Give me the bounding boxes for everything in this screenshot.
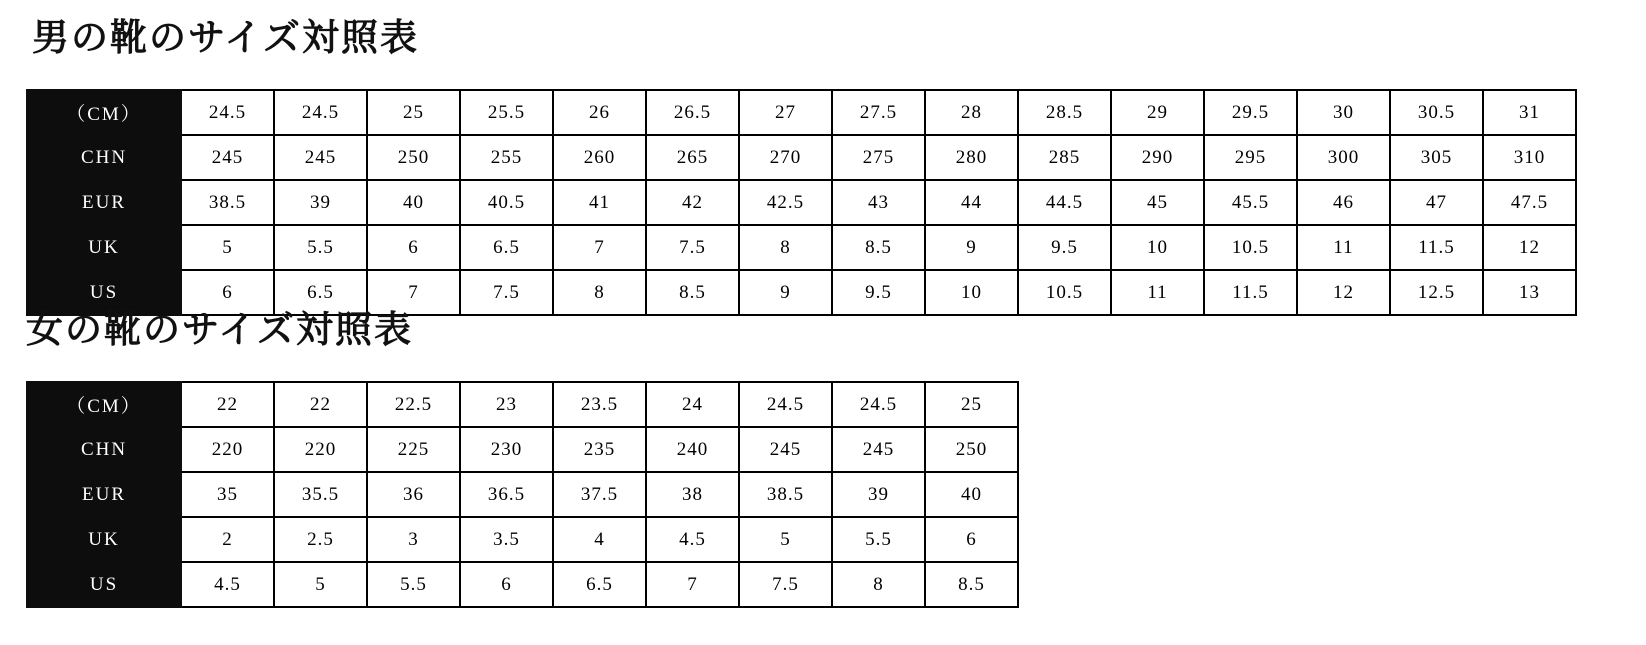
table-cell: 11 xyxy=(1111,270,1204,315)
table-cell: 245 xyxy=(739,427,832,472)
table-cell: 305 xyxy=(1390,135,1483,180)
table-cell: 44.5 xyxy=(1018,180,1111,225)
table-cell: 36.5 xyxy=(460,472,553,517)
table-cell: 25 xyxy=(925,382,1018,427)
table-cell: 47.5 xyxy=(1483,180,1576,225)
table-row xyxy=(27,562,1018,607)
table-cell: 300 xyxy=(1297,135,1390,180)
men-table-body xyxy=(27,90,1576,315)
table-cell: 6.5 xyxy=(460,225,553,270)
table-cell: 6 xyxy=(367,225,460,270)
table-cell: 12 xyxy=(1483,225,1576,270)
table-cell: 22 xyxy=(181,382,274,427)
table-cell: 26.5 xyxy=(646,90,739,135)
table-cell: 22 xyxy=(274,382,367,427)
table-cell: 24.5 xyxy=(274,90,367,135)
table-cell: 11.5 xyxy=(1390,225,1483,270)
table-cell: 220 xyxy=(274,427,367,472)
table-cell: 6 xyxy=(181,270,274,315)
table-cell: 45.5 xyxy=(1204,180,1297,225)
table-cell: 280 xyxy=(925,135,1018,180)
table-cell: 4.5 xyxy=(646,517,739,562)
table-cell: 44 xyxy=(925,180,1018,225)
table-cell: 42 xyxy=(646,180,739,225)
table-cell: 2 xyxy=(181,517,274,562)
table-cell: 45 xyxy=(1111,180,1204,225)
table-cell: 10 xyxy=(925,270,1018,315)
table-cell: 5.5 xyxy=(274,225,367,270)
table-cell: 30 xyxy=(1297,90,1390,135)
table-cell: 7 xyxy=(646,562,739,607)
row-label-chn: CHN xyxy=(27,427,181,472)
table-cell: 8 xyxy=(832,562,925,607)
table-cell: 38.5 xyxy=(739,472,832,517)
row-label-chn: CHN xyxy=(27,135,181,180)
men-size-chart-title: 男の靴のサイズ対照表 xyxy=(32,16,420,59)
women-size-chart-title: 女の靴のサイズ対照表 xyxy=(26,308,414,351)
table-cell: 9 xyxy=(925,225,1018,270)
table-cell: 11 xyxy=(1297,225,1390,270)
table-row xyxy=(27,382,1018,427)
table-cell: 37.5 xyxy=(553,472,646,517)
table-row xyxy=(27,135,1576,180)
table-cell: 29.5 xyxy=(1204,90,1297,135)
table-cell: 245 xyxy=(274,135,367,180)
table-cell: 7 xyxy=(367,270,460,315)
table-cell: 9.5 xyxy=(832,270,925,315)
table-cell: 23.5 xyxy=(553,382,646,427)
table-cell: 36 xyxy=(367,472,460,517)
row-label-eur: EUR xyxy=(27,180,181,225)
row-label-us: US xyxy=(27,562,181,607)
table-cell: 7 xyxy=(553,225,646,270)
table-cell: 41 xyxy=(553,180,646,225)
women-size-table xyxy=(26,381,1019,608)
table-cell: 230 xyxy=(460,427,553,472)
table-cell: 5.5 xyxy=(832,517,925,562)
table-cell: 24 xyxy=(646,382,739,427)
table-cell: 25 xyxy=(367,90,460,135)
table-cell: 5 xyxy=(181,225,274,270)
row-label-cm: （CM） xyxy=(27,382,181,427)
table-cell: 8.5 xyxy=(925,562,1018,607)
table-cell: 10.5 xyxy=(1204,225,1297,270)
table-cell: 24.5 xyxy=(181,90,274,135)
table-cell: 27.5 xyxy=(832,90,925,135)
table-cell: 310 xyxy=(1483,135,1576,180)
table-row xyxy=(27,472,1018,517)
table-cell: 4.5 xyxy=(181,562,274,607)
table-cell: 10 xyxy=(1111,225,1204,270)
table-cell: 255 xyxy=(460,135,553,180)
row-label-us: US xyxy=(27,270,181,315)
table-cell: 24.5 xyxy=(739,382,832,427)
men-size-table xyxy=(26,89,1577,316)
table-cell: 9.5 xyxy=(1018,225,1111,270)
table-cell: 40 xyxy=(367,180,460,225)
table-cell: 24.5 xyxy=(832,382,925,427)
row-label-uk: UK xyxy=(27,517,181,562)
table-cell: 28 xyxy=(925,90,1018,135)
table-cell: 6 xyxy=(925,517,1018,562)
table-cell: 22.5 xyxy=(367,382,460,427)
table-cell: 7.5 xyxy=(739,562,832,607)
table-cell: 46 xyxy=(1297,180,1390,225)
table-cell: 25.5 xyxy=(460,90,553,135)
table-cell: 220 xyxy=(181,427,274,472)
table-cell: 235 xyxy=(553,427,646,472)
table-cell: 29 xyxy=(1111,90,1204,135)
table-cell: 40 xyxy=(925,472,1018,517)
table-cell: 245 xyxy=(832,427,925,472)
row-label-eur: EUR xyxy=(27,472,181,517)
table-cell: 3 xyxy=(367,517,460,562)
table-cell: 260 xyxy=(553,135,646,180)
table-cell: 265 xyxy=(646,135,739,180)
table-cell: 5 xyxy=(739,517,832,562)
table-cell: 11.5 xyxy=(1204,270,1297,315)
table-row xyxy=(27,225,1576,270)
women-table-body xyxy=(27,382,1018,607)
table-cell: 8.5 xyxy=(646,270,739,315)
table-cell: 2.5 xyxy=(274,517,367,562)
table-cell: 8.5 xyxy=(832,225,925,270)
table-cell: 7.5 xyxy=(646,225,739,270)
table-cell: 295 xyxy=(1204,135,1297,180)
table-cell: 5 xyxy=(274,562,367,607)
table-cell: 6.5 xyxy=(553,562,646,607)
table-cell: 47 xyxy=(1390,180,1483,225)
table-cell: 39 xyxy=(274,180,367,225)
table-cell: 240 xyxy=(646,427,739,472)
table-cell: 290 xyxy=(1111,135,1204,180)
table-cell: 6.5 xyxy=(274,270,367,315)
table-cell: 4 xyxy=(553,517,646,562)
table-cell: 38.5 xyxy=(181,180,274,225)
table-cell: 285 xyxy=(1018,135,1111,180)
table-cell: 250 xyxy=(925,427,1018,472)
table-cell: 39 xyxy=(832,472,925,517)
row-label-uk: UK xyxy=(27,225,181,270)
table-cell: 13 xyxy=(1483,270,1576,315)
table-cell: 6 xyxy=(460,562,553,607)
table-cell: 5.5 xyxy=(367,562,460,607)
row-label-cm: （CM） xyxy=(27,90,181,135)
table-cell: 23 xyxy=(460,382,553,427)
table-cell: 26 xyxy=(553,90,646,135)
table-cell: 43 xyxy=(832,180,925,225)
table-cell: 12.5 xyxy=(1390,270,1483,315)
table-cell: 28.5 xyxy=(1018,90,1111,135)
table-cell: 270 xyxy=(739,135,832,180)
table-cell: 40.5 xyxy=(460,180,553,225)
table-cell: 275 xyxy=(832,135,925,180)
table-cell: 3.5 xyxy=(460,517,553,562)
table-cell: 30.5 xyxy=(1390,90,1483,135)
table-cell: 250 xyxy=(367,135,460,180)
table-cell: 27 xyxy=(739,90,832,135)
table-row xyxy=(27,517,1018,562)
table-row xyxy=(27,90,1576,135)
table-cell: 225 xyxy=(367,427,460,472)
table-cell: 8 xyxy=(553,270,646,315)
table-cell: 12 xyxy=(1297,270,1390,315)
table-cell: 10.5 xyxy=(1018,270,1111,315)
table-cell: 35.5 xyxy=(274,472,367,517)
table-cell: 42.5 xyxy=(739,180,832,225)
table-cell: 9 xyxy=(739,270,832,315)
table-row xyxy=(27,180,1576,225)
table-cell: 245 xyxy=(181,135,274,180)
table-cell: 35 xyxy=(181,472,274,517)
table-cell: 31 xyxy=(1483,90,1576,135)
table-row xyxy=(27,427,1018,472)
table-cell: 8 xyxy=(739,225,832,270)
table-cell: 7.5 xyxy=(460,270,553,315)
table-cell: 38 xyxy=(646,472,739,517)
